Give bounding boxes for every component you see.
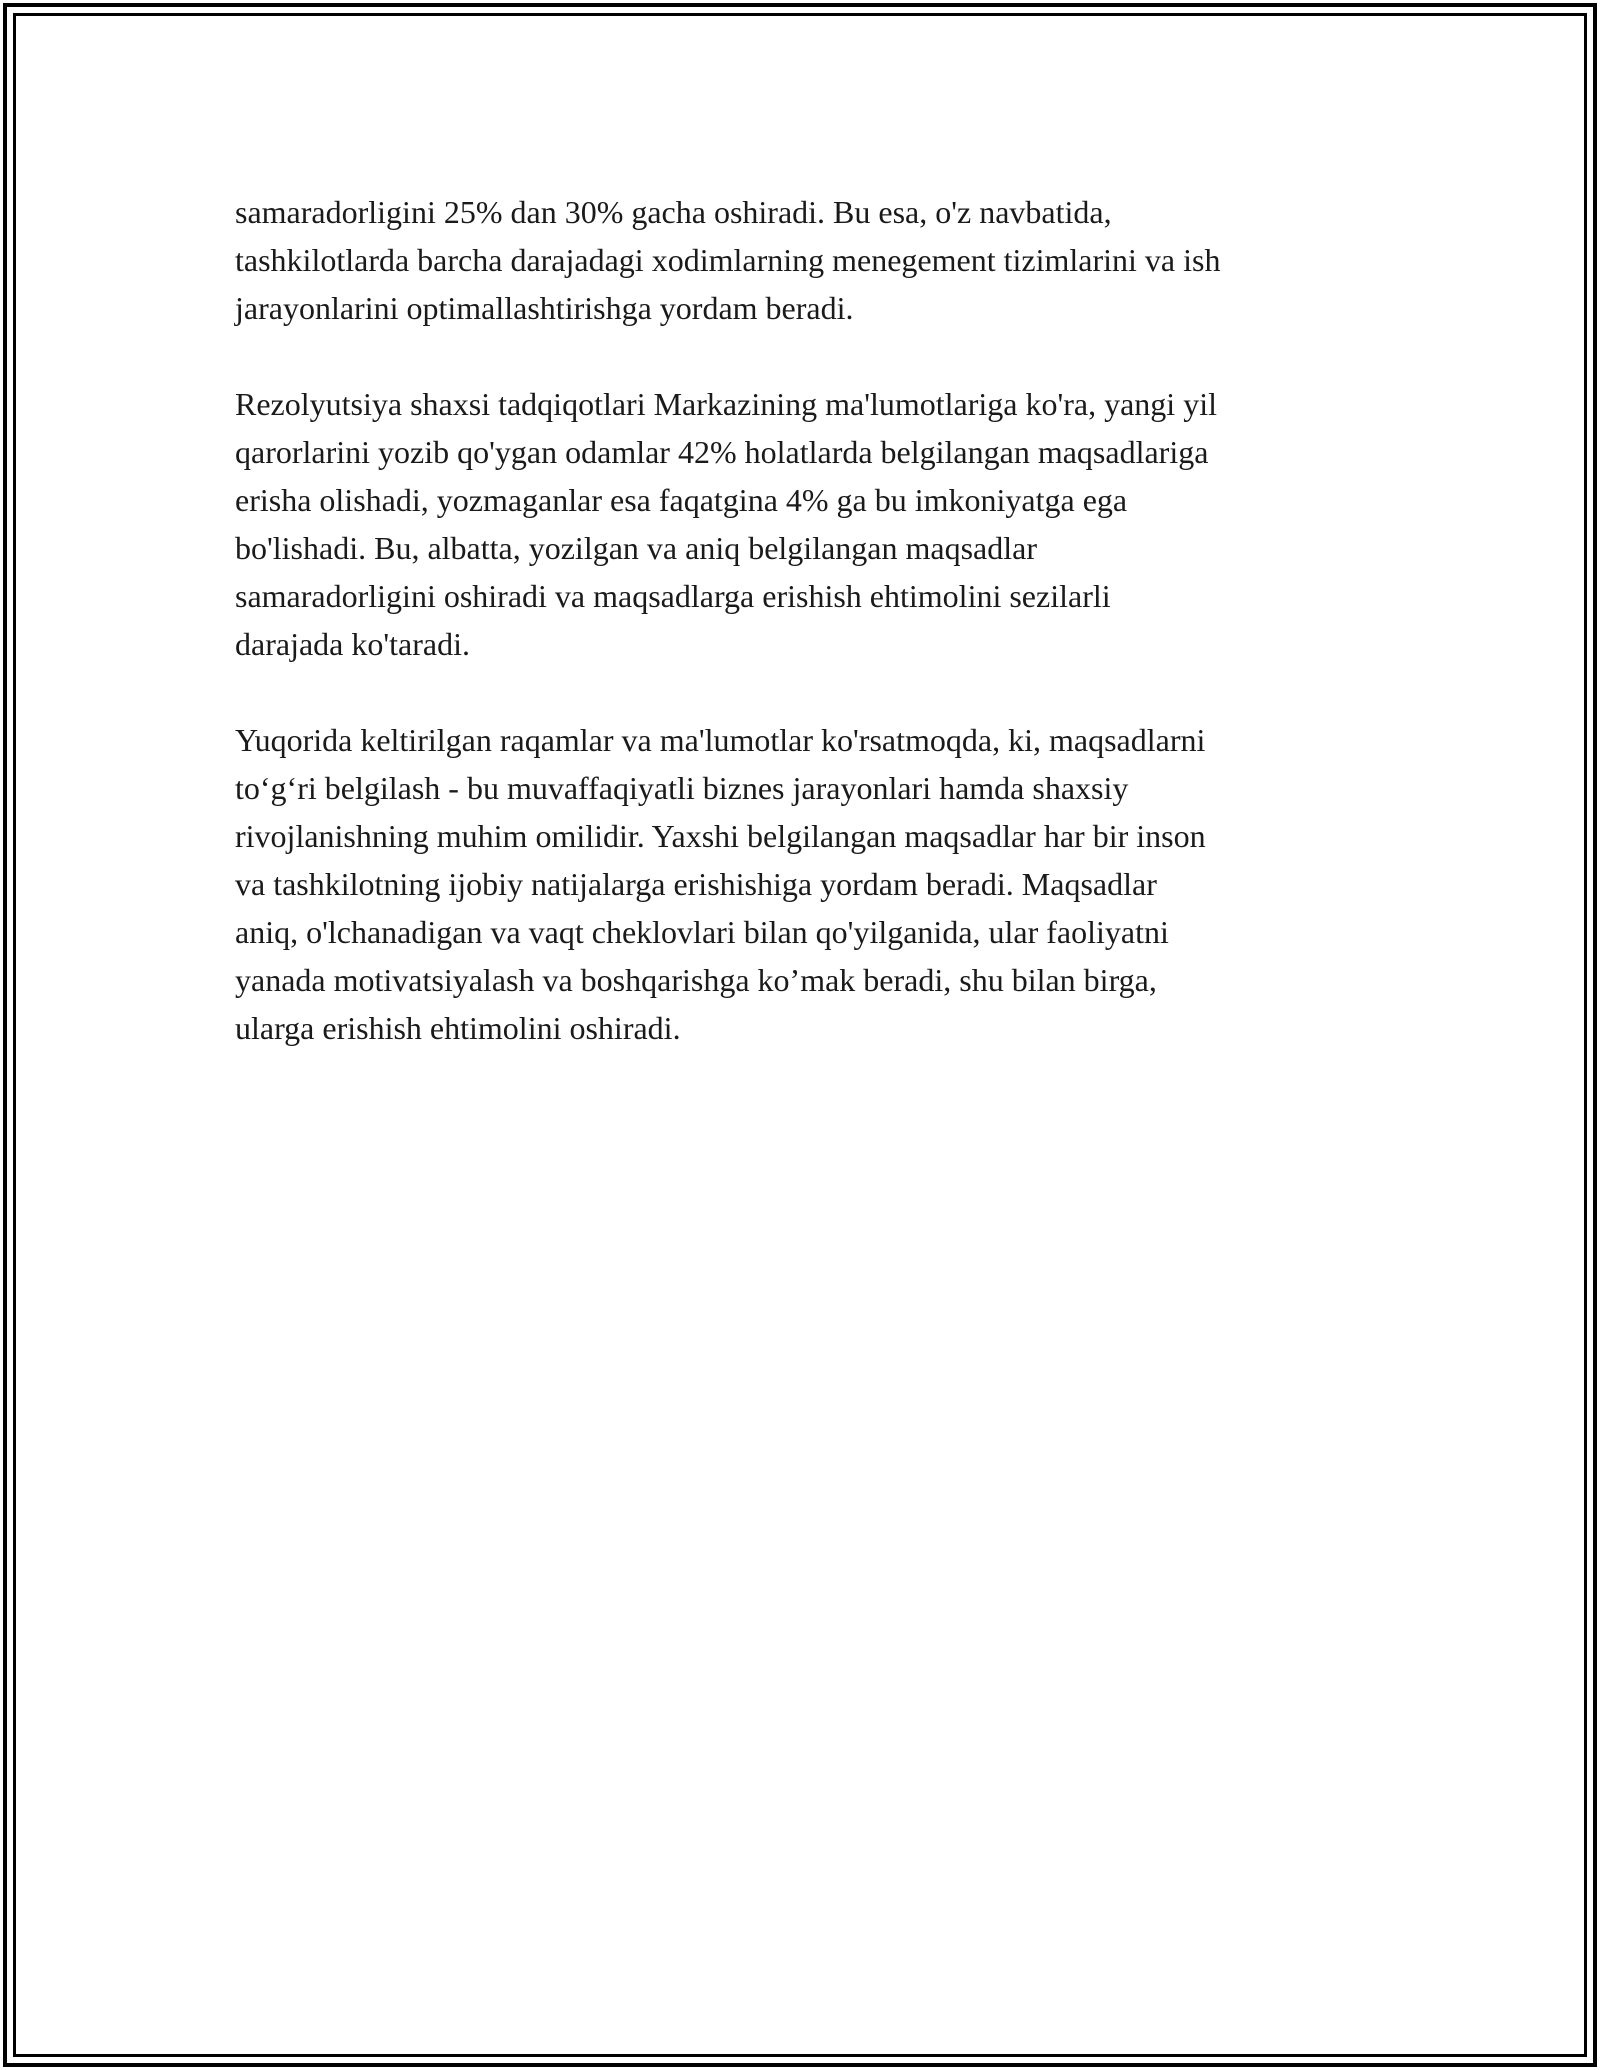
document-body xyxy=(235,188,1375,1100)
paragraph-3: Yuqorida keltirilgan raqamlar va ma'lumotlar ko'rsatmoqda, ki, maqsadlarni to‘g‘ri belgilash - bu muvaffaqiyatli biznes jarayonlari hamda shaxsiy rivojlanishning muhim omilidir. Yaxshi belgilangan maqsadlar har bir inson va tashkilotning ijobiy natijalarga erishishiga yordam beradi. Maqsadlar aniq, o'lchanadigan va vaqt cheklovlari bilan qo'yilganida, ular faoliyatni yanada motivatsiyalash va boshqarishga ko’mak beradi, shu bilan birga, ularga erishish ehtimolini oshiradi. xyxy=(235,722,1206,1046)
paragraph-1: samaradorligini 25% dan 30% gacha oshiradi. Bu esa, o'z navbatida, tashkilotlarda barcha darajadagi xodimlarning menegement tizimlarini va ish jarayonlarini optimallashtirishga yordam beradi. xyxy=(235,194,1221,326)
paragraph-2: Rezolyutsiya shaxsi tadqiqotlari Markazining ma'lumotlariga ko'ra, yangi yil qarorlarini yozib qo'ygan odamlar 42% holatlarda belgilangan maqsadlariga erisha olishadi, yozmaganlar esa faqatgina 4% ga bu imkoniyatga ega bo'lishadi. Bu, albatta, yozilgan va aniq belgilangan maqsadlar samaradorligini oshiradi va maqsadlarga erishish ehtimolini sezilarli darajada ko'taradi. xyxy=(235,386,1217,662)
